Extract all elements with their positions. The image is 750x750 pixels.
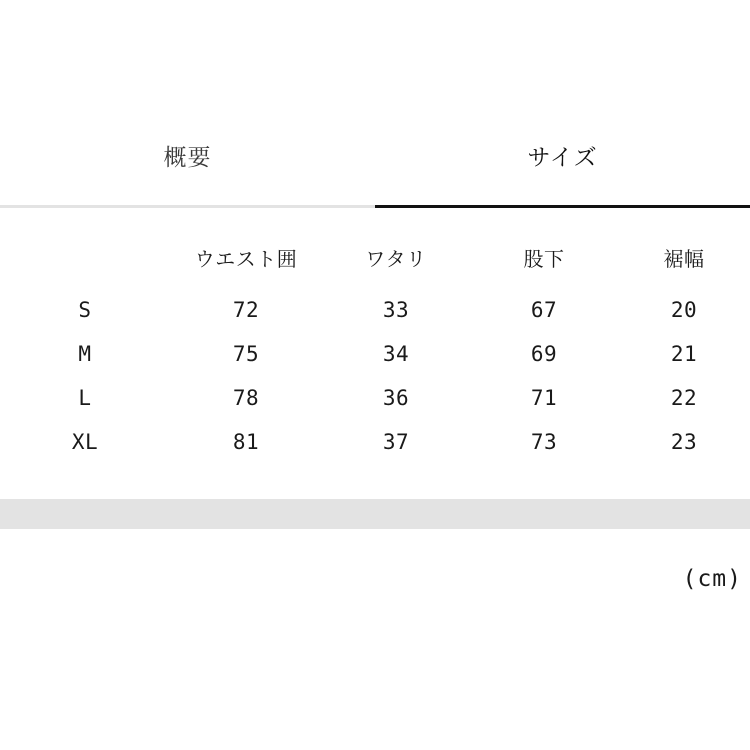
- cell-hem: 20: [670, 298, 698, 322]
- table-row: [0, 332, 750, 376]
- cell-inseam: 71: [530, 386, 558, 410]
- table-header-row: [0, 226, 750, 288]
- cell-hem: 22: [670, 386, 698, 410]
- size-table-body: [0, 288, 750, 464]
- tab-overview[interactable]: [0, 120, 375, 208]
- column-header-inseam: 股下: [523, 246, 565, 271]
- cell-thigh: 37: [382, 430, 410, 454]
- size-table-container: [0, 226, 750, 464]
- cell-thigh: 36: [382, 386, 410, 410]
- column-header-size: [0, 226, 170, 288]
- tab-overview-label: 概要: [163, 145, 212, 171]
- row-size-label: L: [78, 386, 92, 410]
- cell-thigh: 34: [382, 342, 410, 366]
- column-header-waist: ウエスト囲: [194, 246, 298, 271]
- cell-waist: 78: [232, 386, 260, 410]
- cell-inseam: 69: [530, 342, 558, 366]
- size-table: [0, 226, 750, 464]
- column-header-thigh: ワタリ: [365, 246, 427, 271]
- column-header-hem: 裾幅: [663, 246, 705, 271]
- section-divider: [0, 499, 750, 529]
- tab-size[interactable]: [375, 120, 750, 208]
- row-size-label: S: [78, 298, 92, 322]
- cell-inseam: 73: [530, 430, 558, 454]
- cell-hem: 21: [670, 342, 698, 366]
- table-row: [0, 420, 750, 464]
- row-size-label: XL: [71, 430, 99, 454]
- unit-note: (cm): [682, 566, 742, 592]
- cell-waist: 72: [232, 298, 260, 322]
- row-size-label: M: [78, 342, 92, 366]
- tab-size-label: サイズ: [527, 145, 598, 171]
- tab-bar: [0, 120, 750, 208]
- cell-waist: 81: [232, 430, 260, 454]
- cell-waist: 75: [232, 342, 260, 366]
- cell-inseam: 67: [530, 298, 558, 322]
- cell-hem: 23: [670, 430, 698, 454]
- cell-thigh: 33: [382, 298, 410, 322]
- size-table-header: [0, 226, 750, 288]
- table-row: [0, 376, 750, 420]
- table-row: [0, 288, 750, 332]
